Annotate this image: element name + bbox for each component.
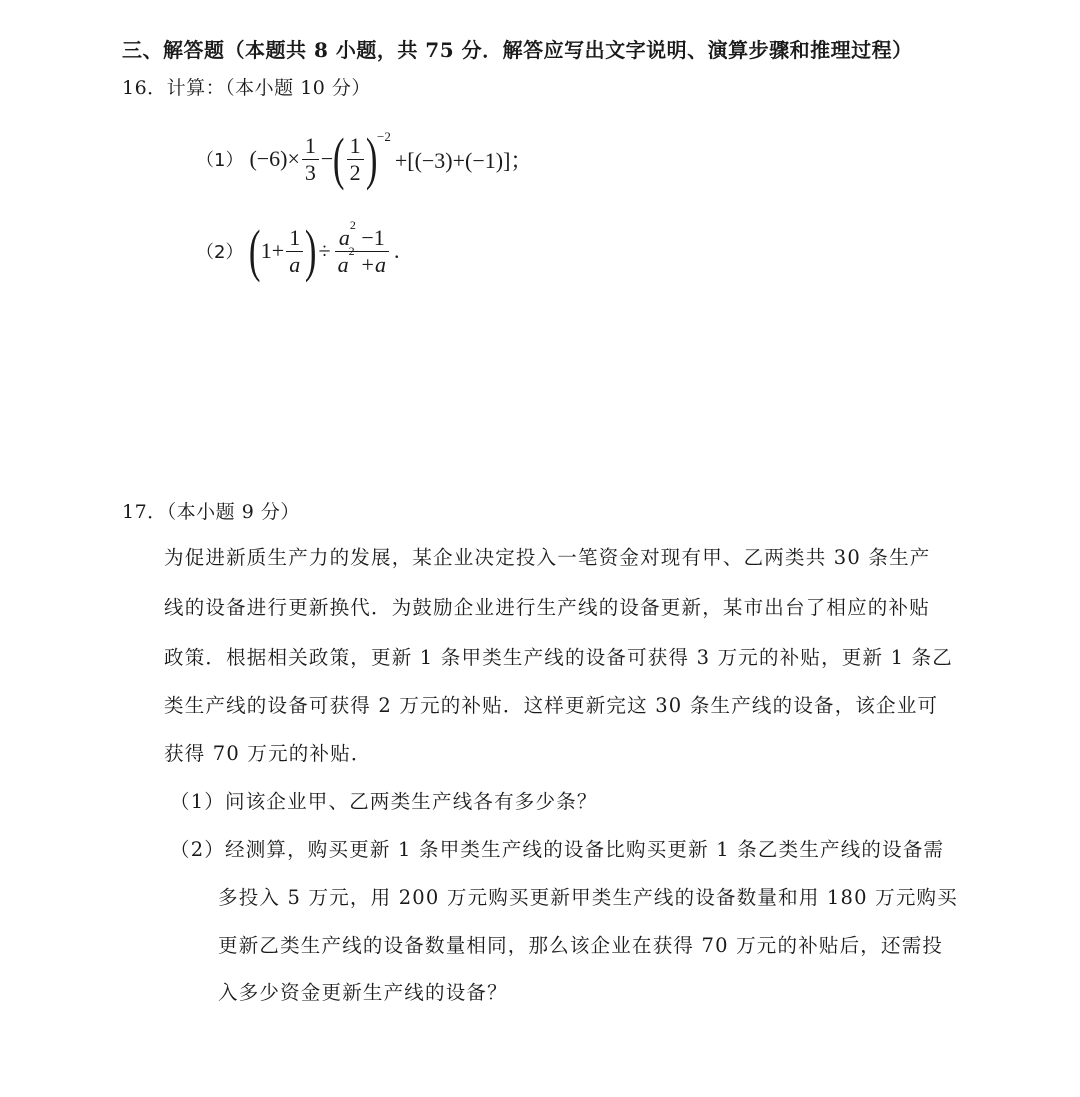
paragraph-line: 获得 70 万元的补贴． bbox=[164, 742, 372, 765]
fraction-one-half bbox=[347, 133, 364, 185]
question-17-sub-1: （1）问该企业甲、乙两类生产线各有多少条？ bbox=[170, 790, 598, 813]
section-title: 三、解答题（本题共 8 小题，共 75 分．解答应写出文字说明、演算步骤和推理过程） bbox=[122, 38, 913, 62]
minus-sign: − bbox=[320, 146, 334, 171]
question-16-header: 16．计算：（本小题 10 分） bbox=[122, 77, 371, 99]
expr-term: 1+ bbox=[260, 238, 285, 263]
left-paren: ( bbox=[249, 218, 261, 283]
fraction-numerator: 1 bbox=[304, 133, 316, 159]
fraction-one-third bbox=[302, 133, 319, 185]
question-17-sub-2-line: 更新乙类生产线的设备数量相同，那么该企业在获得 70 万元的补贴后，还需投 bbox=[218, 934, 944, 957]
question-17-sub-2-line: 多投入 5 万元，用 200 万元购买更新甲类生产线的设备数量和用 180 万元购买 bbox=[218, 886, 958, 909]
fraction-rational bbox=[335, 217, 389, 277]
paragraph-line: 线的设备进行更新换代．为鼓励企业进行生产线的设备更新，某市出台了相应的补贴 bbox=[164, 596, 930, 619]
part-1-label: （1） bbox=[196, 150, 244, 171]
right-paren: ) bbox=[305, 218, 317, 283]
expr-term: +[(−3)+(−1)]； bbox=[394, 147, 533, 173]
paragraph-line: 为促进新质生产力的发展，某企业决定投入一笔资金对现有甲、乙两类共 30 条生产 bbox=[164, 546, 931, 569]
right-paren: ) bbox=[365, 126, 378, 191]
exponent: −2 bbox=[377, 129, 391, 144]
part-2-label: （2） bbox=[196, 242, 244, 263]
question-17-sub-2-line: （2）经测算，购买更新 1 条甲类生产线的设备比购买更新 1 条乙类生产线的设备需 bbox=[170, 838, 945, 861]
fraction-denominator: 2 bbox=[349, 159, 361, 185]
period: . bbox=[393, 238, 400, 263]
fraction-numerator: 1 bbox=[289, 225, 301, 251]
question-16-part-1 bbox=[196, 122, 532, 196]
divide-sign: ÷ bbox=[318, 238, 331, 263]
expr-term: (−6)× bbox=[249, 146, 300, 171]
left-paren: ( bbox=[333, 126, 345, 191]
fraction-denominator: a bbox=[289, 251, 301, 277]
question-17-header: 17．（本小题 9 分） bbox=[122, 501, 300, 523]
fraction-numerator: $a^2 -1$ bbox=[338, 217, 385, 251]
fraction-one-over-a bbox=[286, 225, 303, 277]
fraction-numerator: 1 bbox=[349, 133, 361, 159]
question-16-part-2 bbox=[196, 214, 399, 288]
paragraph-line: 政策．根据相关政策，更新 1 条甲类生产线的设备可获得 3 万元的补贴，更新 1 条乙 bbox=[164, 646, 954, 669]
paragraph-line: 类生产线的设备可获得 2 万元的补贴．这样更新完这 30 条生产线的设备，该企业可 bbox=[164, 694, 939, 717]
fraction-denominator: 3 bbox=[304, 159, 316, 185]
fraction-denominator: $a^2 +a$ bbox=[337, 244, 386, 277]
question-17-sub-2-line: 入多少资金更新生产线的设备？ bbox=[218, 981, 508, 1004]
